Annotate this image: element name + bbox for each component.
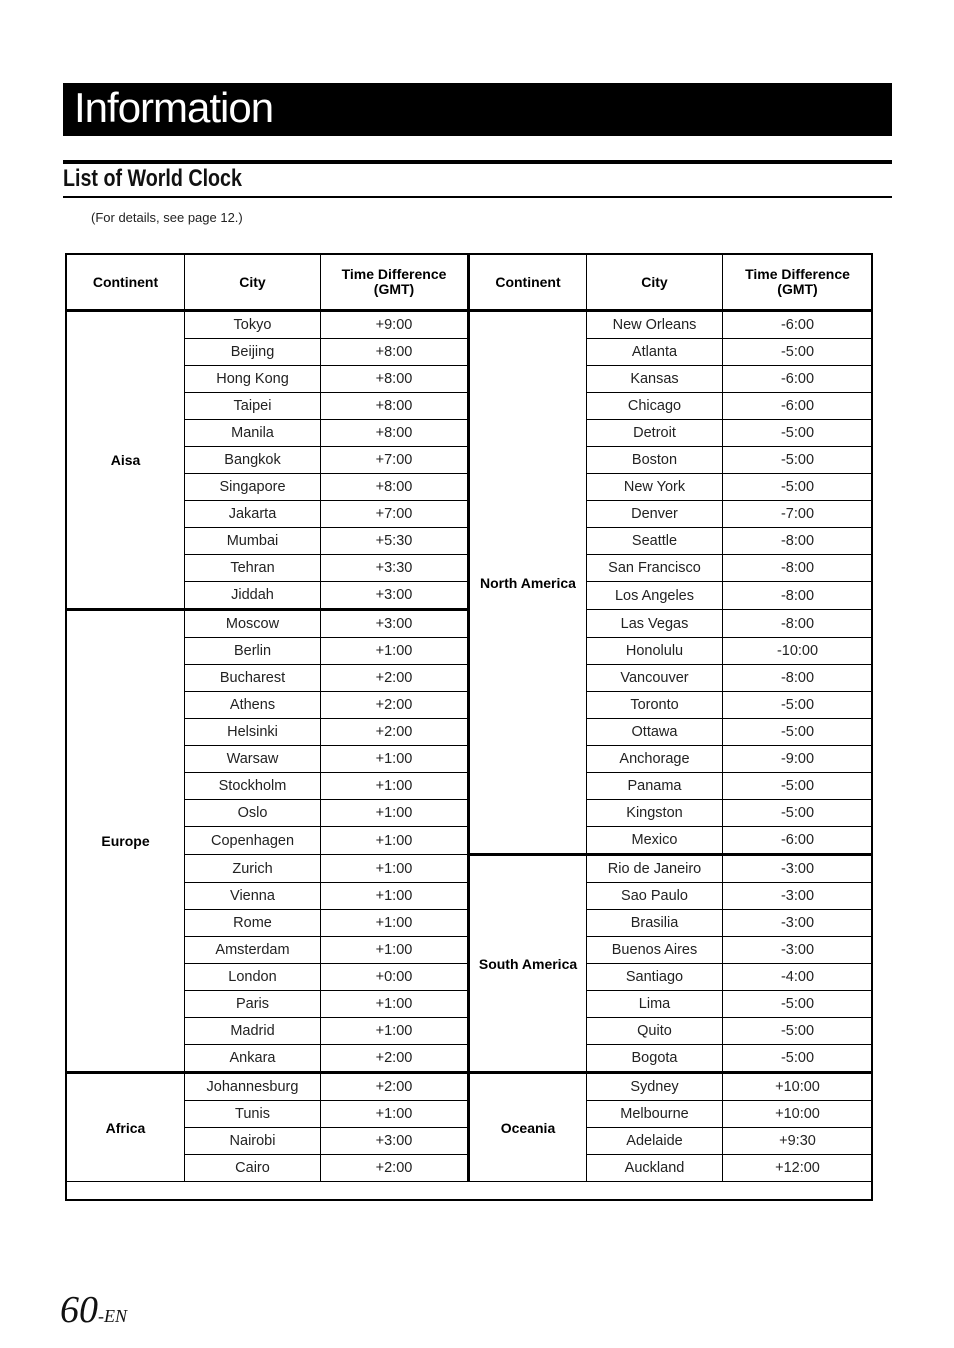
- time-difference-cell: -5:00: [723, 773, 873, 800]
- city-cell: Moscow: [185, 610, 321, 638]
- city-cell: Vienna: [185, 883, 321, 910]
- city-cell: Brasilia: [587, 910, 723, 937]
- header-continent: Continent: [469, 255, 587, 311]
- time-difference-cell: -5:00: [723, 447, 873, 474]
- page-number-suffix: -EN: [98, 1306, 127, 1326]
- city-cell: Singapore: [185, 474, 321, 501]
- time-difference-cell: -6:00: [723, 311, 873, 339]
- city-cell: Sao Paulo: [587, 883, 723, 910]
- city-cell: Copenhagen: [185, 827, 321, 855]
- time-difference-cell: -5:00: [723, 991, 873, 1018]
- city-cell: Ottawa: [587, 719, 723, 746]
- city-cell: Anchorage: [587, 746, 723, 773]
- city-cell: Detroit: [587, 420, 723, 447]
- time-difference-cell: +3:00: [321, 1128, 469, 1155]
- city-cell: Honolulu: [587, 638, 723, 665]
- continent-cell: Africa: [67, 1073, 185, 1182]
- time-difference-cell: -8:00: [723, 555, 873, 582]
- city-cell: Madrid: [185, 1018, 321, 1045]
- time-difference-cell: +3:00: [321, 582, 469, 610]
- time-difference-cell: -6:00: [723, 366, 873, 393]
- city-cell: Stockholm: [185, 773, 321, 800]
- city-cell: Warsaw: [185, 746, 321, 773]
- header-diff-line1: Time Difference: [341, 266, 447, 282]
- time-difference-cell: -3:00: [723, 855, 873, 883]
- header-city: City: [587, 255, 723, 311]
- city-cell: Tunis: [185, 1101, 321, 1128]
- city-cell: Hong Kong: [185, 366, 321, 393]
- city-cell: Johannesburg: [185, 1073, 321, 1101]
- time-difference-cell: +8:00: [321, 474, 469, 501]
- city-cell: London: [185, 964, 321, 991]
- time-difference-cell: +1:00: [321, 855, 469, 883]
- continent-cell: Oceania: [469, 1073, 587, 1182]
- time-difference-cell: -3:00: [723, 883, 873, 910]
- time-difference-cell: -3:00: [723, 910, 873, 937]
- time-difference-cell: -10:00: [723, 638, 873, 665]
- chapter-title: Information: [74, 84, 274, 131]
- time-difference-cell: -5:00: [723, 474, 873, 501]
- time-difference-cell: -9:00: [723, 746, 873, 773]
- city-cell: Berlin: [185, 638, 321, 665]
- time-difference-cell: -5:00: [723, 800, 873, 827]
- city-cell: Jiddah: [185, 582, 321, 610]
- time-difference-cell: +1:00: [321, 991, 469, 1018]
- time-difference-cell: -5:00: [723, 692, 873, 719]
- city-cell: Nairobi: [185, 1128, 321, 1155]
- city-cell: Manila: [185, 420, 321, 447]
- table-body: [67, 311, 873, 1182]
- time-difference-cell: +3:30: [321, 555, 469, 582]
- city-cell: Lima: [587, 991, 723, 1018]
- city-cell: Athens: [185, 692, 321, 719]
- time-difference-cell: -5:00: [723, 339, 873, 366]
- city-cell: Seattle: [587, 528, 723, 555]
- city-cell: Quito: [587, 1018, 723, 1045]
- time-difference-cell: +8:00: [321, 366, 469, 393]
- time-difference-cell: +7:00: [321, 501, 469, 528]
- continent-cell: South America: [469, 855, 587, 1073]
- city-cell: Taipei: [185, 393, 321, 420]
- time-difference-cell: +5:30: [321, 528, 469, 555]
- time-difference-cell: +7:00: [321, 447, 469, 474]
- city-cell: Tokyo: [185, 311, 321, 339]
- header-diff-line2: (GMT): [373, 281, 415, 297]
- city-cell: Melbourne: [587, 1101, 723, 1128]
- time-difference-cell: +1:00: [321, 827, 469, 855]
- time-difference-cell: -3:00: [723, 937, 873, 964]
- time-difference-cell: -4:00: [723, 964, 873, 991]
- time-difference-cell: +8:00: [321, 393, 469, 420]
- time-difference-cell: -5:00: [723, 719, 873, 746]
- city-cell: Panama: [587, 773, 723, 800]
- time-difference-cell: +8:00: [321, 420, 469, 447]
- city-cell: Ankara: [185, 1045, 321, 1073]
- table-row: [67, 311, 873, 339]
- time-difference-cell: +1:00: [321, 638, 469, 665]
- city-cell: Auckland: [587, 1155, 723, 1182]
- city-cell: Los Angeles: [587, 582, 723, 610]
- time-difference-cell: +1:00: [321, 746, 469, 773]
- header-continent: Continent: [67, 255, 185, 311]
- time-difference-cell: +8:00: [321, 339, 469, 366]
- header-diff-line1: Time Difference: [745, 266, 850, 282]
- header-city: City: [185, 255, 321, 311]
- time-difference-cell: -6:00: [723, 393, 873, 420]
- page-number-value: 60: [60, 1289, 98, 1331]
- city-cell: New Orleans: [587, 311, 723, 339]
- city-cell: Bucharest: [185, 665, 321, 692]
- city-cell: Jakarta: [185, 501, 321, 528]
- time-difference-cell: -8:00: [723, 528, 873, 555]
- time-difference-cell: -5:00: [723, 1045, 873, 1073]
- city-cell: Bogota: [587, 1045, 723, 1073]
- table-header-row: [67, 255, 873, 311]
- time-difference-cell: +9:00: [321, 311, 469, 339]
- time-difference-cell: +1:00: [321, 800, 469, 827]
- time-difference-cell: -5:00: [723, 1018, 873, 1045]
- time-difference-cell: +0:00: [321, 964, 469, 991]
- table-row: [67, 855, 873, 883]
- time-difference-cell: +3:00: [321, 610, 469, 638]
- continent-cell: Europe: [67, 610, 185, 1073]
- city-cell: Rio de Janeiro: [587, 855, 723, 883]
- time-difference-cell: +10:00: [723, 1101, 873, 1128]
- time-difference-cell: -8:00: [723, 665, 873, 692]
- city-cell: Amsterdam: [185, 937, 321, 964]
- section-title: List of World Clock: [63, 165, 242, 192]
- time-difference-cell: +9:30: [723, 1128, 873, 1155]
- city-cell: Toronto: [587, 692, 723, 719]
- city-cell: Kansas: [587, 366, 723, 393]
- time-difference-cell: +2:00: [321, 1045, 469, 1073]
- continent-cell: Aisa: [67, 311, 185, 610]
- city-cell: Denver: [587, 501, 723, 528]
- city-cell: Helsinki: [185, 719, 321, 746]
- city-cell: Oslo: [185, 800, 321, 827]
- table-row: [67, 1073, 873, 1101]
- city-cell: Mumbai: [185, 528, 321, 555]
- time-difference-cell: -8:00: [723, 610, 873, 638]
- time-difference-cell: +2:00: [321, 665, 469, 692]
- time-difference-cell: +1:00: [321, 883, 469, 910]
- city-cell: Atlanta: [587, 339, 723, 366]
- time-difference-cell: -5:00: [723, 420, 873, 447]
- time-difference-cell: +1:00: [321, 1101, 469, 1128]
- time-difference-cell: +2:00: [321, 692, 469, 719]
- city-cell: Cairo: [185, 1155, 321, 1182]
- details-note: (For details, see page 12.): [91, 210, 243, 225]
- city-cell: Beijing: [185, 339, 321, 366]
- city-cell: Sydney: [587, 1073, 723, 1101]
- time-difference-cell: -6:00: [723, 827, 873, 855]
- section-rule-bottom: [63, 196, 892, 198]
- header-time-difference: [321, 255, 469, 311]
- time-difference-cell: +1:00: [321, 773, 469, 800]
- city-cell: Bangkok: [185, 447, 321, 474]
- header-diff-line2: (GMT): [777, 281, 818, 297]
- time-difference-cell: -8:00: [723, 582, 873, 610]
- header-time-difference: [723, 255, 873, 311]
- city-cell: San Francisco: [587, 555, 723, 582]
- time-difference-cell: +1:00: [321, 937, 469, 964]
- world-clock-table: [66, 254, 873, 1182]
- city-cell: Santiago: [587, 964, 723, 991]
- time-difference-cell: +1:00: [321, 910, 469, 937]
- city-cell: Adelaide: [587, 1128, 723, 1155]
- time-difference-cell: +1:00: [321, 1018, 469, 1045]
- city-cell: Buenos Aires: [587, 937, 723, 964]
- time-difference-cell: +12:00: [723, 1155, 873, 1182]
- city-cell: Boston: [587, 447, 723, 474]
- city-cell: New York: [587, 474, 723, 501]
- city-cell: Zurich: [185, 855, 321, 883]
- city-cell: Mexico: [587, 827, 723, 855]
- city-cell: Vancouver: [587, 665, 723, 692]
- time-difference-cell: +2:00: [321, 1073, 469, 1101]
- time-difference-cell: +10:00: [723, 1073, 873, 1101]
- city-cell: Rome: [185, 910, 321, 937]
- page-number: [60, 1288, 127, 1338]
- city-cell: Chicago: [587, 393, 723, 420]
- city-cell: Tehran: [185, 555, 321, 582]
- city-cell: Kingston: [587, 800, 723, 827]
- time-difference-cell: +2:00: [321, 1155, 469, 1182]
- city-cell: Paris: [185, 991, 321, 1018]
- city-cell: Las Vegas: [587, 610, 723, 638]
- continent-cell: North America: [469, 311, 587, 855]
- time-difference-cell: -7:00: [723, 501, 873, 528]
- time-difference-cell: +2:00: [321, 719, 469, 746]
- chapter-banner: [63, 83, 892, 136]
